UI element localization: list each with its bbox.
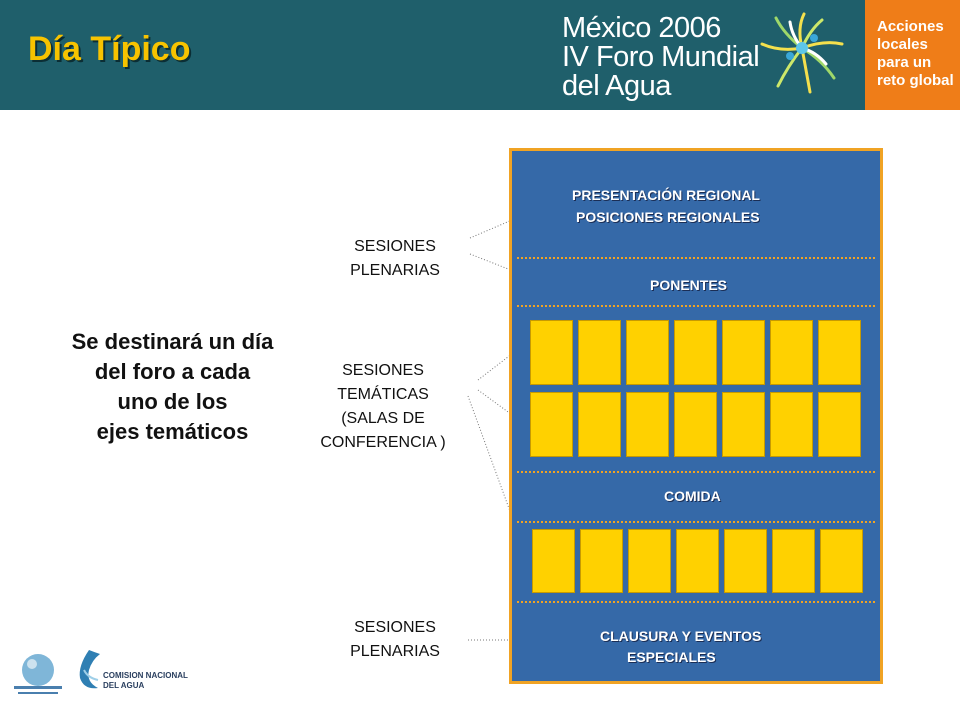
presentacion-line2: POSICIONES REGIONALES (576, 209, 760, 225)
conference-room-block (674, 392, 717, 457)
conference-room-block (530, 320, 573, 385)
label-line: (SALAS DE (341, 410, 425, 427)
conference-room-block (674, 320, 717, 385)
label-sesiones-plenarias-top (325, 235, 465, 283)
conference-room-block (580, 529, 623, 593)
separator (517, 521, 875, 523)
separator (517, 601, 875, 603)
page-title: Día Típico (28, 30, 191, 68)
schedule-panel (509, 148, 883, 684)
label-line: SESIONES (342, 362, 424, 379)
tagline-line: reto global (877, 72, 954, 89)
label-sesiones-tematicas (298, 359, 468, 455)
conference-room-block (676, 529, 719, 593)
tagline-line: Acciones (877, 18, 944, 35)
conference-room-block (628, 529, 671, 593)
conference-room-block (578, 392, 621, 457)
forum-name-line1: México 2006 (562, 12, 721, 44)
label-line: PLENARIAS (350, 643, 440, 660)
forum-name-line3: del Agua (562, 70, 671, 102)
main-description-line: uno de los (117, 389, 228, 414)
separator (517, 257, 875, 259)
conference-room-block (626, 320, 669, 385)
main-description-line: Se destinará un día (71, 329, 274, 354)
label-line: SESIONES (354, 619, 436, 636)
label-sesiones-plenarias-bottom (325, 616, 465, 664)
label-line: PLENARIAS (350, 262, 440, 279)
ponentes-label: PONENTES (650, 277, 728, 293)
cna-logo-text: COMISION NACIONAL DEL AGUA (103, 671, 188, 690)
conference-room-block (770, 320, 813, 385)
presentacion-line1: PRESENTACIÓN REGIONAL (572, 187, 760, 203)
conference-room-block (724, 529, 767, 593)
forum-name-line2: IV Foro Mundial (562, 41, 760, 73)
conference-room-block (722, 392, 765, 457)
tagline-line: locales (877, 36, 928, 53)
label-line: TEMÁTICAS (337, 386, 429, 403)
cna-logo-icon (76, 648, 102, 692)
separator (517, 471, 875, 473)
conference-room-block (818, 392, 861, 457)
main-description-line: ejes temáticos (96, 419, 249, 444)
conference-room-block (722, 320, 765, 385)
main-description (30, 327, 315, 447)
conference-room-block (820, 529, 863, 593)
tagline-line: para un (877, 54, 932, 71)
conference-room-block (578, 320, 621, 385)
conference-room-block (532, 529, 575, 593)
label-line: SESIONES (354, 238, 436, 255)
water-drop-logo-icon (8, 640, 68, 700)
separator (517, 305, 875, 307)
conference-room-block (626, 392, 669, 457)
clausura-line2: ESPECIALES (627, 649, 716, 665)
label-line: CONFERENCIA ) (320, 434, 446, 451)
clausura-line1: CLAUSURA Y EVENTOS (600, 628, 762, 644)
conference-room-block (530, 392, 573, 457)
conference-room-block (818, 320, 861, 385)
conference-room-block (772, 529, 815, 593)
comida-label: COMIDA (664, 488, 721, 504)
conference-room-block (770, 392, 813, 457)
main-description-line: del foro a cada (94, 359, 251, 384)
